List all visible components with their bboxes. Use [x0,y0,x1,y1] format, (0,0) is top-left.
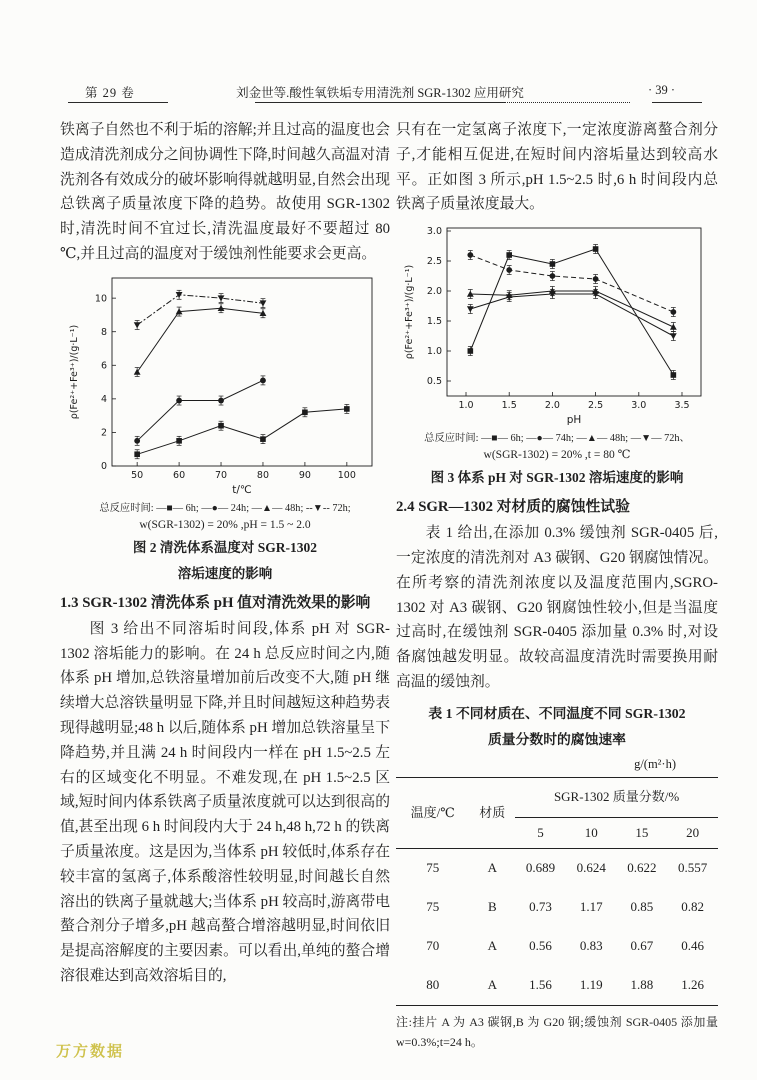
figure3-line-chart [401,219,713,431]
svg-text:1.0: 1.0 [458,400,474,412]
table-cell: 1.19 [579,976,603,992]
figure2-caption-line1: 图 2 清洗体系温度对 SGR-1302 [132,539,318,555]
table-cell: 0.73 [529,899,552,915]
svg-text:t/℃: t/℃ [232,483,252,496]
table-body [396,849,718,1005]
table-cell: 1.56 [529,976,552,992]
figure3-legend: 总反应时间: —■— 6h; —●— 74h; —▲— 48h; —▼— 72h、 [424,433,690,445]
table1-title-line1: 表 1 不同材质在、不同温度不同 SGR-1302 [428,705,686,721]
svg-text:pH: pH [566,414,582,427]
svg-text:3.0: 3.0 [631,400,647,412]
svg-text:4: 4 [100,393,107,405]
svg-text:ρ(Fe²⁺+Fe³⁺)/(g·L⁻¹): ρ(Fe²⁺+Fe³⁺)/(g·L⁻¹) [404,264,415,360]
svg-text:1.5: 1.5 [426,316,442,328]
page-number: · 39 · [648,83,676,97]
table-cell: 0.622 [627,860,657,876]
table-row [396,849,718,888]
figure3-conditions: w(SGR-1302) = 20% ,t = 80 ℃ [483,449,631,462]
svg-text:0.5: 0.5 [426,376,442,388]
subheader-cell: 15 [617,817,668,849]
table-cell: 70 [426,937,440,953]
table-row [396,888,718,927]
section-2-4-heading: 2.4 SGR—1302 对材质的腐蚀性试验 [396,499,630,516]
table-cell: 0.557 [678,860,708,876]
header-rule-right [652,102,702,103]
table-cell: A [487,976,497,992]
col-header-material: 材质 [469,777,515,849]
header-rule-center [255,102,505,103]
table-cell: A [487,937,497,953]
svg-text:100: 100 [337,469,356,481]
table-header [396,777,718,849]
col-header-temperature: 温度/℃ [396,777,469,849]
subheader-cell: 20 [667,817,718,849]
svg-text:10: 10 [94,293,107,305]
figure2-conditions: w(SGR-1302) = 20% ,pH = 1.5 ~ 2.0 [139,518,311,531]
table-cell: 1.17 [579,899,603,915]
svg-text:50: 50 [131,469,144,481]
subheader-cell: 10 [566,817,617,849]
table-cell: 0.624 [576,860,606,876]
svg-text:8: 8 [100,326,107,338]
paragraph-corrosion-test: 表 1 给出,在添加 0.3% 缓蚀剂 SGR-0405 后,一定浓度的清洗剂对 A3 碳钢、G20 钢腐蚀情况。在所考察的清洗剂浓度以及温度范围内,SGRO-1302 对 A3 碳钢、G20 钢腐蚀性较小,但是当温度过高时,在缓蚀剂 SGR-0405 添加量 0.3% 时,对设备腐蚀越发明显。故较高温度清洗时需要换用耐高温的缓蚀剂。 [396,525,718,690]
right-column [396,118,718,1052]
svg-text:70: 70 [214,469,228,481]
svg-text:0: 0 [100,460,107,472]
table-cell: 75 [426,899,440,915]
svg-text:2.5: 2.5 [588,400,604,412]
table-row [396,966,718,1005]
figure-3 [396,219,718,491]
table-cell: 1.88 [630,976,654,992]
table1-footnote: 注:挂片 A 为 A3 碳钢,B 为 G20 钢;缓蚀剂 SGR-0405 添加量 w=0.3%;t=24 h。 [396,1014,718,1049]
svg-text:6: 6 [100,360,107,372]
svg-text:90: 90 [298,469,311,481]
journal-volume: 第 29 卷 [85,86,135,100]
subheader-cell: 5 [515,817,566,849]
table-cell: B [487,899,497,915]
figure3-caption: 图 3 体系 pH 对 SGR-1302 溶垢速度的影响 [430,470,684,486]
svg-text:ρ(Fe²⁺+Fe³⁺)/(g·L⁻¹): ρ(Fe²⁺+Fe³⁺)/(g·L⁻¹) [69,324,80,419]
svg-text:80: 80 [256,469,270,481]
table-cell: A [487,860,497,876]
table-cell: 1.26 [681,976,704,992]
table-cell: 0.56 [529,937,552,953]
left-column [60,118,390,991]
col-header-mass-fraction: SGR-1302 质量分数/% [515,777,718,817]
figure2-caption-line2: 溶垢速度的影响 [177,565,273,581]
wanfang-watermark: 万方数据 [56,1043,125,1060]
svg-text:2.0: 2.0 [544,400,560,412]
paragraph-temperature-effect: 铁离子自然也不利于垢的溶解;并且过高的温度也会造成清洗剂成分之间协调性下降,时间越久高温对清洗剂各有效成分的破坏影响得就越明显,自然会出现总铁离子质量浓度下降的趋势。故使用 SGR-1302 时,清洗时间不宜过长,清洗温度最好不要超过 80 ℃,并且过高的温度对于缓蚀剂性能要求会更高。 [60,122,390,262]
figure2-line-chart [66,269,384,501]
corrosion-rate-table [396,777,718,1006]
table-cell: 80 [426,976,440,992]
svg-text:60: 60 [173,469,186,481]
table-cell: 0.82 [681,899,704,915]
table-cell: 0.67 [630,937,654,953]
table-cell: 0.83 [579,937,603,953]
svg-text:1.0: 1.0 [426,346,442,358]
svg-text:2.5: 2.5 [426,256,442,268]
svg-text:2: 2 [100,427,107,439]
section-1-3-heading: 1.3 SGR-1302 清洗体系 pH 值对清洗效果的影响 [60,594,371,611]
table1-unit: g/(m²·h) [634,756,676,771]
svg-text:1.5: 1.5 [501,400,517,412]
running-title: 刘金世等.酸性氧铁垢专用清洗剂 SGR-1302 应用研究 [236,86,524,100]
figure2-legend: 总反应时间: —■— 6h; —●— 24h; —▲— 48h; --▼-- 72h; [99,502,351,514]
svg-text:3.5: 3.5 [674,400,690,412]
svg-text:3.0: 3.0 [426,226,442,238]
table-cell: 0.85 [630,899,654,915]
paragraph-ph-effect: 图 3 给出不同溶垢时间段,体系 pH 对 SGR-1302 溶垢能力的影响。在 24 h 总反应时间之内,随体系 pH 增加,总铁溶量增加前后改变不大,随 pH 继续增大总溶铁量明显下降,并且时间越短这种趋势表现得越明显;48 h 以后,随体系 pH 增加总铁溶量呈下降趋势,并且满 24 h 时间段内一样在 pH 1.5~2.5 左右的区域变化不明显。不难发现,在 pH 1.5~2.5 区域,短时间内体系铁离子质量浓度就可以达到很高的值,甚至出现 6 h 时间段内大于 24 h,48 h,72 h 的铁离子质量浓度。这是因为,当体系 pH 较低时,体系存在较丰富的氢离子,体系酸溶性较明显,时间越长自然溶出的铁离子量就越大;当体系 pH 较高时,游离带电螯合剂分子增多,pH 越高螯合增溶越明显,时间依旧是提高溶解度的主要因素。可以看出,单纯的螯合增溶很难达到高效溶垢目的, [60,620,390,984]
svg-text:2.0: 2.0 [426,286,442,298]
header-rule-left [68,102,168,103]
table1-title-line2: 质量分数时的腐蚀速率 [488,731,626,747]
header-rule-dotted [505,102,630,103]
table-cell: 0.689 [525,860,556,876]
paragraph-hydrogen-ion: 只有在一定氢离子浓度下,一定浓度游离螯合剂分子,才能相互促进,在短时间内溶垢量达到较高水平。正如图 3 所示,pH 1.5~2.5 时,6 h 时间段内总铁离子质量浓度最大。 [396,122,718,213]
table-cell: 75 [426,860,440,876]
figure-2 [60,269,390,587]
table-row [396,927,718,966]
table-cell: 0.46 [681,937,704,953]
